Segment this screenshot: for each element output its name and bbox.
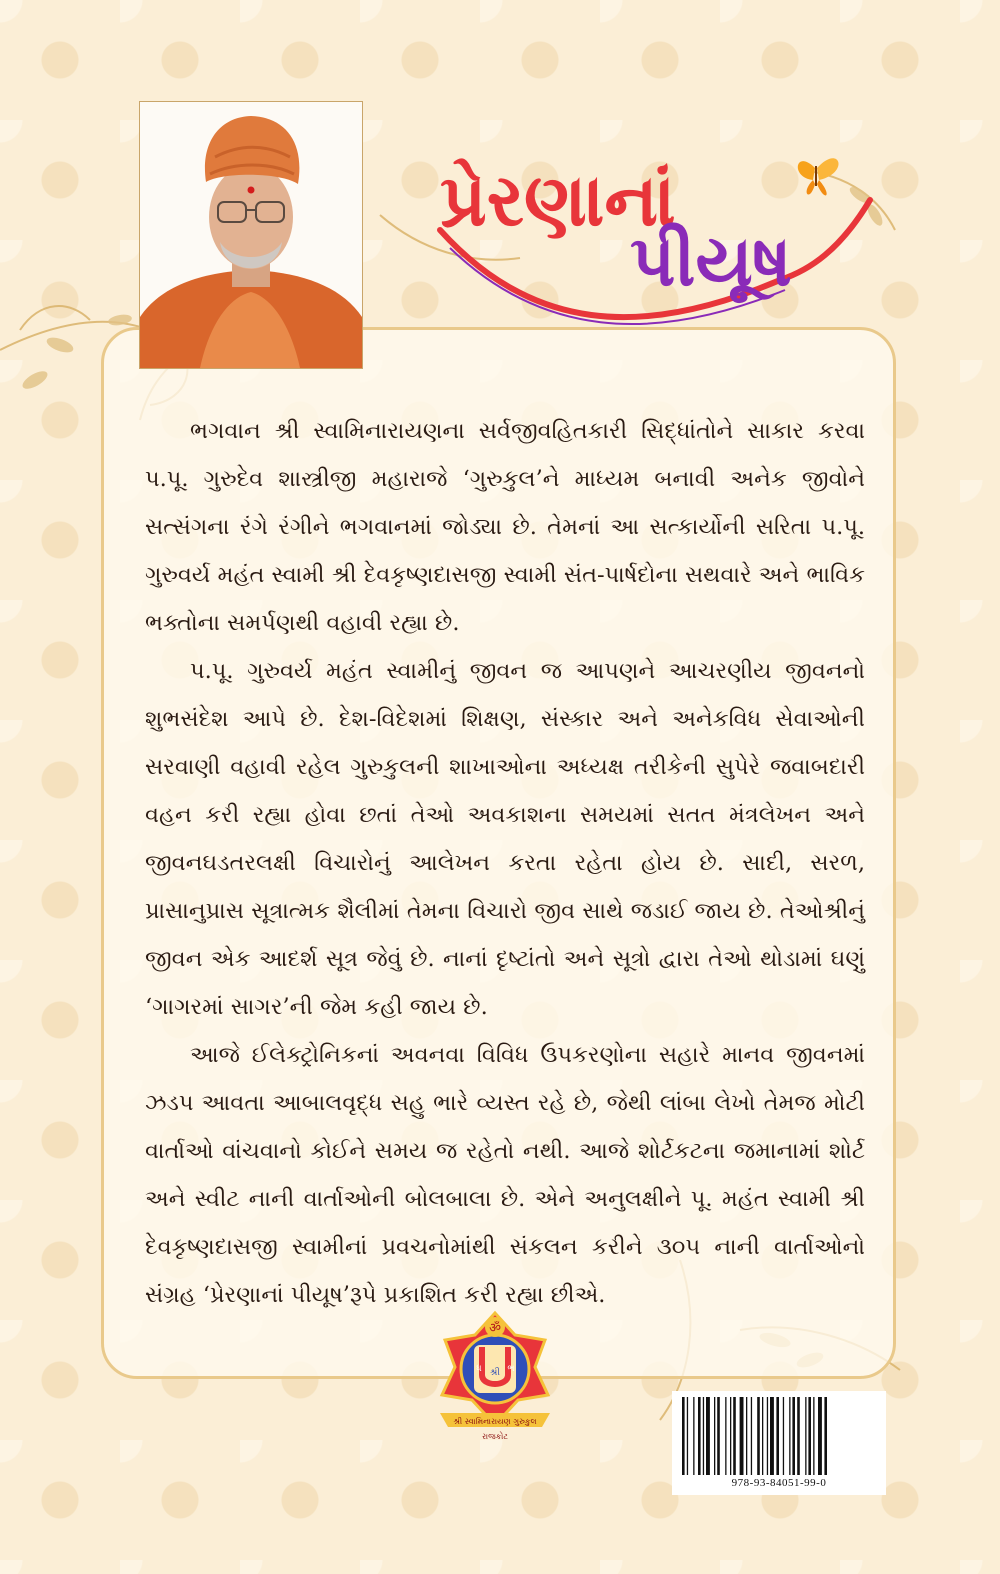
- barcode-bar: [714, 1397, 715, 1475]
- barcode-bar: [808, 1397, 811, 1475]
- paragraph-3: આજે ઈલેક્ટ્રોનિકનાં અવનવા વિવિધ ઉપકરણોના સહારે માનવ જીવનમાં ઝડપ આવતા આબાલવૃદ્ધ સહુ ભારે વ્યસ્ત રહે છે, જેથી લાંબા લેખો તેમજ મોટી વાર્તાઓ વાંચવાનો કોઈને સમય જ રહેતો નથી. આજે શોર્ટકટના જમાનામાં શોર્ટ અને સ્વીટ નાની વાર્તાઓની બોલબાલા છે. એને અનુલક્ષીને પૂ. મહંત સ્વામી શ્રી દેવકૃષ્ણદાસજી સ્વામીનાં પ્રવચનોમાંથી સંકલન કરીને ૩૦૫ નાની વાર્તાઓનો સંગ્રહ ‘પ્રેરણાનાં પીયૂષ’રૂપે પ્રકાશિત કરી રહ્યા છીએ.: [145, 1042, 865, 1308]
- barcode-bar: [767, 1397, 768, 1475]
- barcode-bar: [805, 1397, 806, 1475]
- logo-ribbon-text: શ્રી સ્વામિનારાયણ ગુરુકુલ: [453, 1417, 537, 1426]
- barcode-bar: [746, 1397, 747, 1475]
- logo-letter-left: ધ: [476, 1364, 482, 1374]
- barcode-bar: [797, 1397, 800, 1475]
- gurukul-logo: [430, 1305, 560, 1445]
- barcode-bar: [776, 1397, 779, 1475]
- barcode-bar: [792, 1397, 795, 1475]
- barcode-bar: [698, 1397, 701, 1475]
- barcode-bar: [762, 1397, 763, 1475]
- barcode-bar: [783, 1397, 784, 1475]
- logo-letter-right: ભ: [507, 1364, 515, 1374]
- logo-om: ॐ: [489, 1321, 501, 1336]
- book-description: [145, 407, 865, 1319]
- barcode-bar: [757, 1397, 760, 1475]
- barcode-bar: [824, 1397, 827, 1475]
- barcode-bar: [818, 1397, 822, 1475]
- butterfly-icon: [798, 158, 839, 195]
- barcode-bar: [703, 1397, 704, 1475]
- portrait-illustration: [140, 102, 362, 368]
- title-line2: પીયૂષ: [630, 220, 792, 302]
- barcode: [672, 1391, 886, 1495]
- barcode-bar: [770, 1397, 774, 1475]
- barcode-bar: [725, 1397, 726, 1475]
- barcode-bars: [680, 1397, 878, 1475]
- isbn-number: 978-93-84051-99-0: [731, 1477, 827, 1489]
- barcode-bar: [687, 1397, 688, 1475]
- barcode-bar: [740, 1397, 744, 1475]
- barcode-bar: [733, 1397, 736, 1475]
- book-title-art: [380, 130, 900, 370]
- logo-letter-center: શ્રી: [490, 1368, 500, 1378]
- barcode-bar: [789, 1397, 790, 1475]
- barcode-bar: [717, 1397, 720, 1475]
- paragraph-1: ભગવાન શ્રી સ્વામિનારાયણના સર્વજીવહિતકારી સિદ્ધાંતોને સાકાર કરવા પ.પૂ. ગુરુદેવ શાસ્ત્રીજી મહારાજે ‘ગુરુકુલ’ને માધ્યમ બનાવી અનેક જીવોને સત્સંગના રંગે રંગીને ભગવાનમાં જોડ્યા છે. તેમનાં આ સત્કાર્યોની સરિતા પ.પૂ. ગુરુવર્ય મહંત સ્વામી શ્રી દેવકૃષ્ણદાસજી સ્વામી સંત-પાર્ષદોના સથવારે અને ભાવિક ભક્તોના સમર્પણથી વહાવી રહ્યા છે.: [145, 418, 865, 636]
- barcode-bar: [751, 1397, 752, 1475]
- author-portrait: [139, 101, 363, 369]
- barcode-bar: [682, 1397, 685, 1475]
- logo-place-text: રાજકોટ: [482, 1432, 508, 1441]
- title-line1: પ્રેરણાનાં: [440, 158, 676, 242]
- barcode-bar: [813, 1397, 814, 1475]
- barcode-bar: [706, 1397, 710, 1475]
- barcode-bar: [693, 1397, 694, 1475]
- paragraph-2: પ.પૂ. ગુરુવર્ય મહંત સ્વામીનું જીવન જ આપણને આચરણીય જીવનનો શુભસંદેશ આપે છે. દેશ-વિદેશમાં શિક્ષણ, સંસ્કાર અને અનેકવિધ સેવાઓની સરવાણી વહાવી રહેલ ગુરુકુલની શાખાઓના અધ્યક્ષ તરીકેની સુપેરે જવાબદારી વહન કરી રહ્યા હોવા છતાં તેઓ અવકાશના સમયમાં સતત મંત્રલેખન અને જીવનઘડતરલક્ષી વિચારોનું આલેખન કરતા રહેતા હોય છે. સાદી, સરળ, પ્રાસાનુપ્રાસ સૂત્રાત્મક શૈલીમાં તેમના વિચારો જીવ સાથે જડાઈ જાય છે. તેઓશ્રીનું જીવન એક આદર્શ સૂત્ર જેવું છે. નાનાં દૃષ્ટાંતો અને સૂત્રો દ્વારા તેઓ થોડામાં ઘણું ‘ગાગરમાં સાગર’ની જેમ કહી જાય છે.: [145, 658, 865, 1020]
- barcode-bar: [730, 1397, 731, 1475]
